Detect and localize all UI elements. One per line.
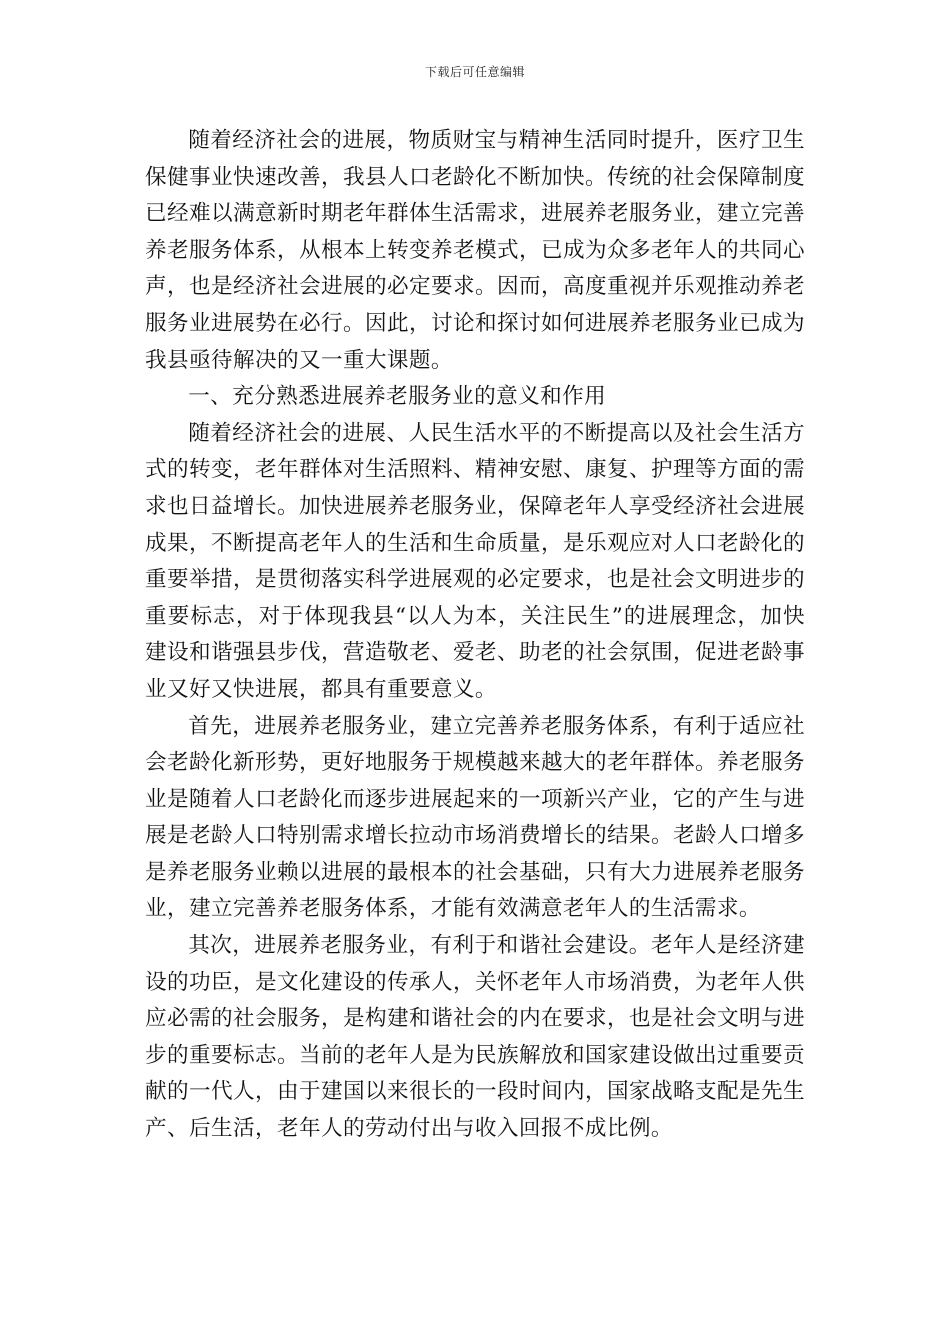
paragraph-intro: 随着经济社会的进展，物质财宝与精神生活同时提升，医疗卫生保健事业快速改善，我县人口老龄化不断加快。传统的社会保障制度已经难以满意新时期老年群体生活需求，进展养老服务业，建立完善养老服务体系，从根本上转变养老模式，已成为众多老年人的共同心声，也是经济社会进展的必定要求。因而，高度重视并乐观推动养老服务业进展势在必行。因此，讨论和探讨如何进展养老服务业已成为我县亟待解决的又一重大课题。 xyxy=(145,128,805,373)
paragraph-second-point: 其次，进展养老服务业，有利于和谐社会建设。老年人是经济建设的功臣，是文化建设的传承人，关怀老年人市场消费，为老年人供应必需的社会服务，是构建和谐社会的内在要求，也是社会文明与进步的重要标志。当前的老年人是为民族解放和国家建设做出过重要贡献的一代人，由于建国以来很长的一段时间内，国家战略支配是先生产、后生活，老年人的劳动付出与收入回报不成比例。 xyxy=(145,933,805,1142)
page-header: 下载后可任意编辑 xyxy=(424,65,525,79)
paragraph-significance: 随着经济社会的进展、人民生活水平的不断提高以及社会生活方式的转变，老年群体对生活照料、精神安慰、康复、护理等方面的需求也日益增长。加快进展养老服务业，保障老年人享受经济社会进展成果，不断提高老年人的生活和生命质量，是乐观应对人口老龄化的重要举措，是贯彻落实科学进展观的必定要求，也是社会文明进步的重要标志，对于体现我县“以人为本，关注民生”的进展理念，加快建设和谐强县步伐，营造敬老、爱老、助老的社会氛围，促进老龄事业又好又快进展，都具有重要意义。 xyxy=(145,420,805,702)
paragraph-first-point: 首先，进展养老服务业，建立完善养老服务体系，有利于适应社会老龄化新形势，更好地服务于规模越来越大的老年群体。养老服务业是随着人口老龄化而逐步进展起来的一项新兴产业，它的产生与进展是老龄人口特别需求增长拉动市场消费增长的结果。老龄人口增多是养老服务业赖以进展的最根本的社会基础，只有大力进展养老服务业，建立完善养老服务体系，才能有效满意老年人的生活需求。 xyxy=(145,713,805,922)
section-heading-1: 一、充分熟悉进展养老服务业的意义和作用 xyxy=(188,384,607,410)
document-body xyxy=(145,123,805,1148)
